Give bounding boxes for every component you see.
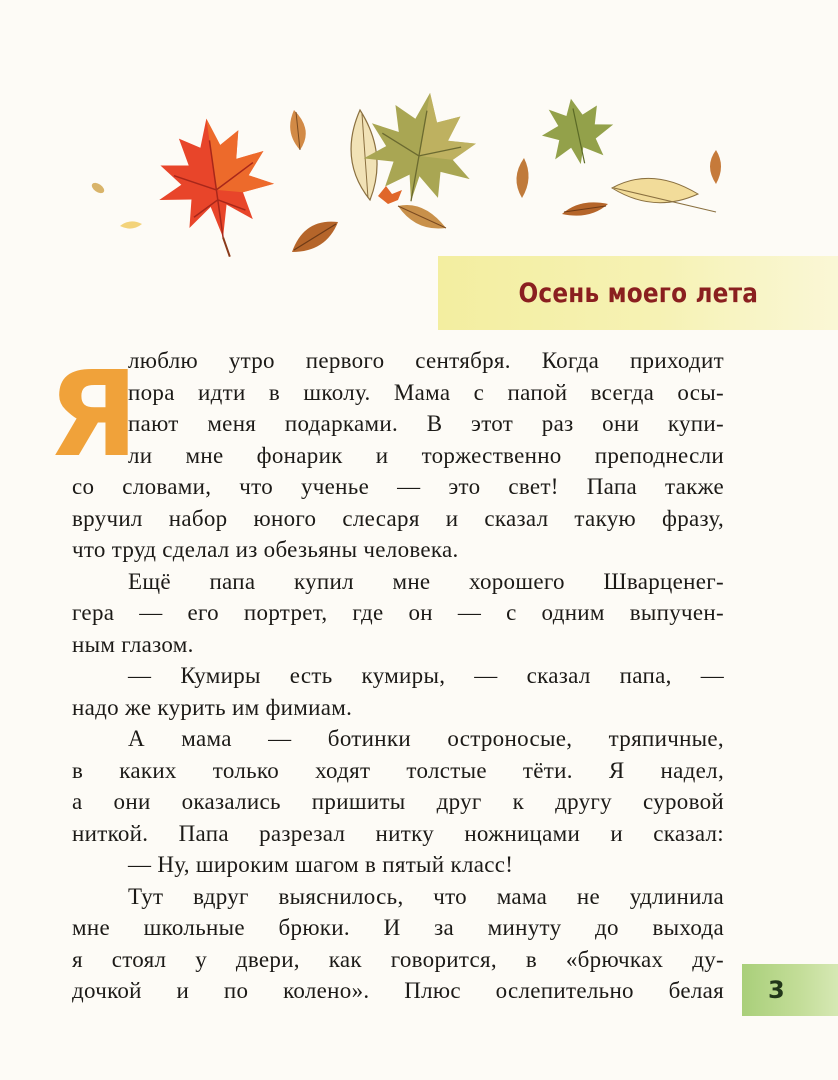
- text-line: Ещё папа купил мне хорошего Шварценег-: [128, 568, 724, 594]
- text-line: мне школьные брюки. И за минуту до выхода: [72, 915, 724, 940]
- story-text: [72, 345, 724, 1007]
- text-line: — Ну, широким шагом в пятый класс!: [128, 852, 514, 877]
- leaf-icon: [290, 110, 306, 150]
- page-number: 3: [768, 976, 785, 1004]
- text-line: — Кумиры есть кумиры, — сказал папа, —: [128, 663, 724, 688]
- text-line: ли мне фонарик и торжественно преподнесли: [128, 442, 724, 468]
- leaf-icon: [292, 222, 338, 252]
- leaf-icon: [90, 181, 142, 229]
- text-line: вручил набор юного слесаря и сказал такую фразу,: [72, 505, 724, 531]
- text-line: гера — его портрет, где он — с одним выпучен-: [72, 600, 724, 625]
- text-line: я стоял у двери, как говорится, в «брючках ду-: [72, 946, 724, 972]
- text-line: дочкой и по колено». Плюс ослепительно белая: [72, 978, 724, 1003]
- text-line: А мама — ботинки остроносые, тряпичные,: [128, 726, 724, 751]
- text-line: что труд сделал из обезьяны человека.: [72, 537, 459, 562]
- text-line: в каких только ходят толстые тёти. Я надел,: [72, 757, 724, 783]
- text-line: пора идти в школу. Мама с папой всегда осы-: [128, 379, 724, 405]
- text-line: а они оказались пришиты друг к другу суровой: [72, 789, 724, 814]
- maple-leaf-icon: [536, 91, 620, 171]
- text-line: люблю утро первого сентября. Когда приходит: [128, 348, 724, 373]
- leaf-icon: [710, 150, 721, 184]
- page-number-tab: [742, 964, 838, 1016]
- svg-text:Я: Я: [47, 345, 139, 483]
- text-line: ниткой. Папа разрезал нитку ножницами и сказал:: [72, 820, 724, 846]
- leaf-icon: [516, 158, 608, 216]
- text-line: со словами, что ученье — это свет! Папа также: [72, 474, 724, 499]
- autumn-leaves-illustration: [0, 0, 838, 270]
- text-line: надо же курить им фимиам.: [72, 694, 353, 720]
- page-title: Осень моего лета: [518, 277, 758, 309]
- text-line: пают меня подарками. В этот раз они купи-: [128, 411, 724, 436]
- maple-leaf-icon: [149, 111, 283, 266]
- text-line: ным глазом.: [72, 631, 194, 657]
- leaf-icon: [612, 178, 716, 212]
- text-line: Тут вдруг выяснилось, что мама не удлинила: [128, 883, 724, 909]
- title-band: [438, 256, 838, 330]
- maple-leaf-icon: [358, 84, 483, 211]
